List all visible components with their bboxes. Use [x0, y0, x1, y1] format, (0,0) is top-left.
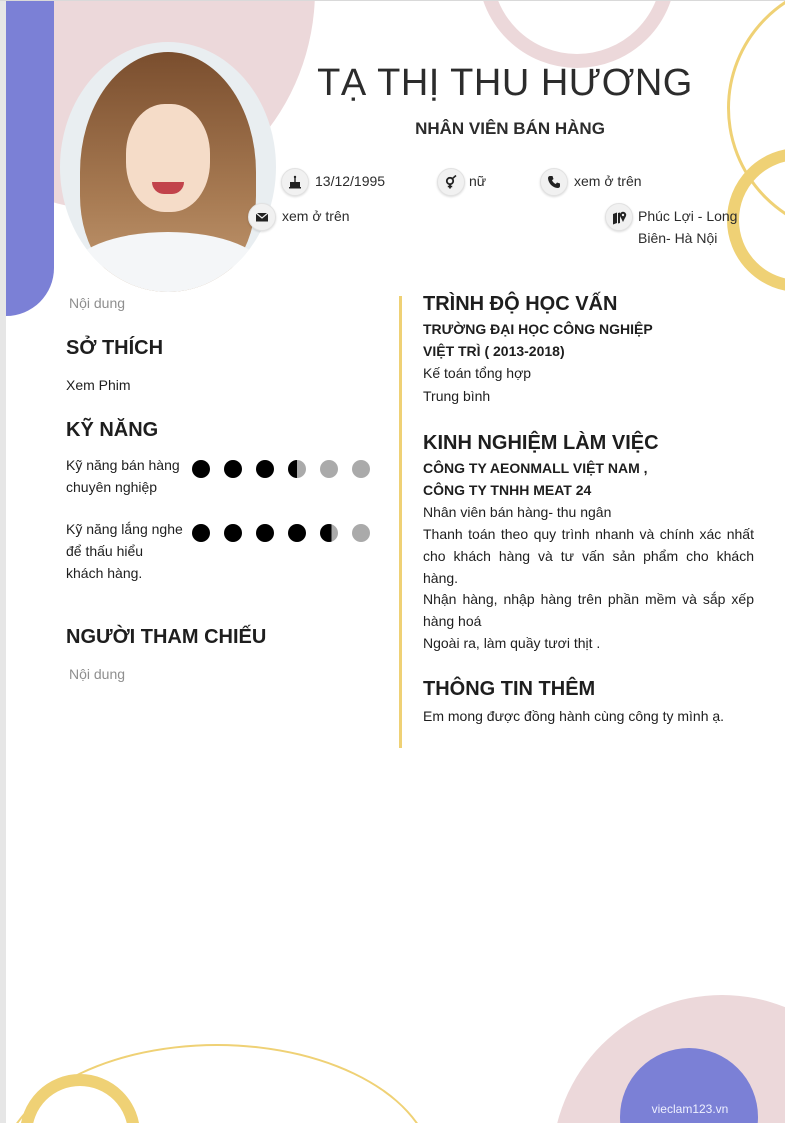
rating-dot: [224, 524, 242, 542]
experience-duty: Nhận hàng, nhập hàng trên phần mềm và sắp xếp hàng hoá: [423, 591, 754, 629]
rating-dot: [192, 524, 210, 542]
rating-dot: [192, 460, 210, 478]
experience-heading: KINH NGHIỆM LÀM VIỆC: [423, 432, 659, 454]
rating-dot: [320, 460, 338, 478]
rating-dot: [256, 460, 274, 478]
education-major: Kế toán tổng hợp: [423, 365, 532, 381]
candidate-name: TẠ THỊ THU HƯƠNG: [317, 62, 693, 104]
experience-position: Nhân viên bán hàng- thu ngân: [423, 504, 612, 520]
phone-info: [540, 168, 642, 196]
address-line-1: Phúc Lợi - Long: [638, 208, 738, 224]
map-pin-icon: [605, 203, 633, 231]
rating-dot: [288, 460, 306, 478]
phone-text: xem ở trên: [574, 173, 642, 189]
experience-duty: Thanh toán theo quy trình nhanh và chính xác nhất cho khách hàng và tư vấn sản phẩm cho khách hàng.: [423, 526, 754, 586]
education-school: TRƯỜNG ĐẠI HỌC CÔNG NGHIỆP VIỆT TRÌ ( 2013-2018): [423, 321, 653, 359]
hobbies-heading: SỞ THÍCH: [66, 337, 164, 359]
gender-text: nữ: [469, 173, 487, 189]
skill-rating: [192, 524, 384, 542]
additional-heading: THÔNG TIN THÊM: [423, 678, 596, 700]
page-edge: [0, 0, 6, 1123]
skills-heading: KỸ NĂNG: [66, 419, 159, 441]
skill-item-label: Kỹ năng bán hàng chuyên nghiệp: [66, 457, 180, 495]
rating-dot: [352, 524, 370, 542]
decor-purple-bar: [6, 0, 54, 316]
objective-placeholder: Nội dung: [69, 295, 126, 311]
email-icon: [248, 203, 276, 231]
rating-dot: [256, 524, 274, 542]
job-title: NHÂN VIÊN BÁN HÀNG: [415, 119, 605, 138]
birthday-text: 13/12/1995: [315, 173, 386, 189]
skill-item-label: Kỹ năng lắng nghe để thấu hiểu khách hàng.: [66, 521, 183, 581]
email-text: xem ở trên: [282, 208, 350, 224]
decor-pink-ring: [478, 0, 676, 68]
profile-photo: [60, 42, 276, 292]
address-info: [605, 203, 737, 249]
education-grade: Trung bình: [423, 388, 491, 404]
rating-dot: [352, 460, 370, 478]
references-placeholder: Nội dung: [69, 666, 126, 682]
phone-icon: [540, 168, 568, 196]
rating-dot: [224, 460, 242, 478]
address-line-2: Biên- Hà Nội: [638, 230, 718, 246]
page-edge-top: [0, 0, 785, 1]
rating-dot: [288, 524, 306, 542]
rating-dot: [320, 524, 338, 542]
column-divider: [399, 296, 402, 748]
gender-icon: [437, 168, 465, 196]
hobbies-text: Xem Phim: [66, 377, 131, 393]
birthday-cake-icon: [281, 168, 309, 196]
email-info: [248, 203, 350, 231]
gender-info: [437, 168, 486, 196]
birthday-info: [281, 168, 385, 196]
education-heading: TRÌNH ĐỘ HỌC VẤN: [423, 293, 618, 315]
experience-company: CÔNG TY AEONMALL VIỆT NAM , CÔNG TY TNHH MEAT 24: [423, 460, 648, 498]
additional-text: Em mong được đồng hành cùng công ty mình ạ.: [423, 708, 725, 724]
experience-duty: Ngoài ra, làm quầy tươi thịt .: [423, 635, 601, 651]
skill-rating: [192, 460, 384, 478]
watermark: vieclam123.vn: [651, 1102, 729, 1116]
references-heading: NGƯỜI THAM CHIẾU: [66, 626, 267, 648]
